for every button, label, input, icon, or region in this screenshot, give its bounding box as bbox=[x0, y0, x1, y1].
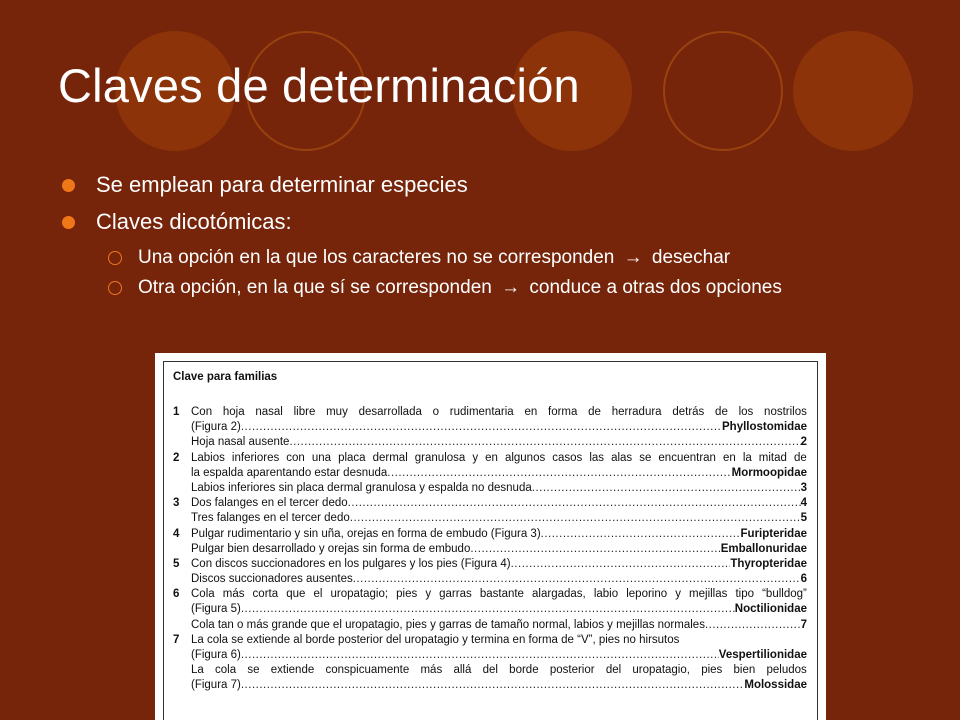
sub-bullet-text: desechar bbox=[651, 247, 731, 268]
key-leader-dots bbox=[353, 572, 801, 587]
key-row-result: Phyllostomidae bbox=[722, 421, 807, 434]
sub-bullet-item bbox=[58, 246, 918, 270]
key-row-result: Mormoopidae bbox=[731, 466, 807, 479]
key-row bbox=[173, 496, 807, 511]
key-row bbox=[173, 451, 807, 466]
key-row-text: La cola se extiende al borde posterior del uropatagio y termina en forma de “V”, pies no hirsutos bbox=[191, 633, 680, 646]
key-row bbox=[173, 557, 807, 572]
key-row-body bbox=[191, 451, 807, 466]
key-leader-dots bbox=[241, 648, 719, 663]
key-row-text: (Figura 5) bbox=[191, 603, 241, 616]
key-row bbox=[173, 542, 807, 557]
key-leader-dots bbox=[541, 527, 741, 542]
key-row bbox=[173, 511, 807, 526]
key-row-body bbox=[191, 511, 807, 526]
key-step-number: 5 bbox=[173, 557, 180, 570]
sub-bullet-text: Otra opción, en la que sí se corresponden bbox=[138, 277, 492, 298]
key-row bbox=[173, 678, 807, 693]
arrow-right-icon: → bbox=[623, 247, 643, 268]
key-step-number bbox=[173, 678, 191, 693]
key-row-text: (Figura 7) bbox=[191, 679, 241, 692]
key-row-body bbox=[191, 587, 807, 602]
key-step-number bbox=[173, 466, 191, 481]
key-row-body bbox=[191, 678, 807, 693]
key-row-body bbox=[191, 602, 807, 617]
key-row bbox=[173, 633, 807, 648]
bullet-text: Claves dicotómicas: bbox=[96, 209, 292, 234]
key-row-body bbox=[191, 663, 807, 678]
key-leader-dots bbox=[241, 678, 745, 693]
key-row bbox=[173, 405, 807, 420]
key-step-number bbox=[173, 572, 191, 587]
sub-bullet-text: conduce a otras dos opciones bbox=[529, 277, 782, 298]
key-row bbox=[173, 466, 807, 481]
key-row-text: Labios inferiores sin placa dermal granulosa y espalda no desnuda bbox=[191, 481, 532, 494]
key-leader-dots bbox=[350, 511, 801, 526]
key-rows bbox=[173, 405, 807, 694]
key-row-text: Cola tan o más grande que el uropatagio, pies y garras de tamaño normal, labios y mejillas normales bbox=[191, 618, 705, 631]
key-leader-dots bbox=[532, 481, 801, 496]
key-heading: Clave para familias bbox=[173, 371, 278, 383]
key-row-result: Furipteridae bbox=[740, 527, 807, 540]
key-row-text: Con discos succionadores en los pulgares y los pies (Figura 4) bbox=[191, 557, 511, 570]
bullet-text: Se emplean para determinar especies bbox=[96, 172, 468, 197]
bullet-dot-icon bbox=[62, 179, 75, 192]
key-row bbox=[173, 481, 807, 496]
key-row-result: 3 bbox=[800, 481, 807, 494]
key-step-number: 1 bbox=[173, 406, 180, 418]
key-row bbox=[173, 587, 807, 602]
sub-bullet-item bbox=[58, 276, 918, 300]
key-step-number bbox=[173, 618, 191, 633]
key-leader-dots bbox=[241, 602, 735, 617]
key-row-text: Pulgar rudimentario y sin uña, orejas en forma de embudo (Figura 3) bbox=[191, 527, 541, 540]
key-row-result: Noctilionidae bbox=[734, 603, 807, 616]
key-row-text: la espalda aparentando estar desnuda bbox=[191, 466, 388, 479]
key-step-number: 3 bbox=[173, 497, 180, 510]
key-row bbox=[173, 527, 807, 542]
key-step-number: 6 bbox=[173, 588, 180, 601]
key-step-number bbox=[173, 481, 191, 496]
key-row-body bbox=[191, 527, 807, 542]
key-row-text: Con hoja nasal libre muy desarrollada o rudimentaria en forma de herradura detrás de los nostrilos bbox=[191, 406, 807, 418]
key-row bbox=[173, 663, 807, 678]
slide-title: Claves de determinación bbox=[58, 59, 580, 112]
key-row-result: Emballonuridae bbox=[720, 542, 807, 555]
key-step-number bbox=[173, 435, 191, 450]
key-row-text: Tres falanges en el tercer dedo bbox=[191, 512, 350, 525]
key-row-result: Molossidae bbox=[744, 679, 807, 692]
key-row bbox=[173, 618, 807, 633]
decor-ring-2 bbox=[663, 31, 783, 151]
key-leader-dots bbox=[511, 557, 731, 572]
bullet-item bbox=[58, 172, 918, 198]
key-step-number bbox=[173, 420, 191, 435]
key-row-body bbox=[191, 481, 807, 496]
key-step-number: 7 bbox=[173, 633, 180, 646]
key-row-body bbox=[191, 618, 807, 633]
key-frame bbox=[163, 361, 818, 720]
bullet-ring-icon bbox=[108, 251, 122, 265]
bullet-ring-icon bbox=[108, 281, 122, 295]
key-row-result: Thyropteridae bbox=[730, 557, 807, 570]
key-step-number: 2 bbox=[173, 451, 180, 464]
key-leader-dots bbox=[348, 496, 801, 511]
bullet-dot-icon bbox=[62, 216, 75, 229]
key-row-text: La cola se extiende conspicuamente más allá del borde posterior del uropatagio, pies bien peludos bbox=[191, 664, 807, 677]
key-step-number bbox=[173, 648, 191, 663]
key-row bbox=[173, 648, 807, 663]
key-leader-dots bbox=[387, 466, 731, 481]
key-row-body bbox=[191, 435, 807, 450]
key-row-text: Discos succionadores ausentes bbox=[191, 573, 353, 586]
key-row-text: Hoja nasal ausente bbox=[191, 436, 290, 449]
sub-bullet-text: Una opción en la que los caracteres no se corresponden bbox=[138, 247, 615, 268]
key-row-result: 7 bbox=[800, 618, 807, 631]
key-row-text: (Figura 6) bbox=[191, 649, 241, 661]
key-step-number bbox=[173, 511, 191, 526]
key-step-number: 4 bbox=[173, 527, 180, 540]
key-row-text: Dos falanges en el tercer dedo bbox=[191, 497, 348, 510]
key-step-number bbox=[173, 542, 191, 557]
key-step-number bbox=[173, 663, 191, 678]
key-row-text: (Figura 2) bbox=[191, 421, 241, 434]
key-row-body bbox=[191, 420, 807, 435]
key-row-text: Pulgar bien desarrollado y orejas sin forma de embudo bbox=[191, 542, 471, 555]
key-leader-dots bbox=[241, 420, 722, 435]
key-row-body bbox=[191, 466, 807, 481]
key-row-body bbox=[191, 542, 807, 557]
key-row bbox=[173, 572, 807, 587]
key-row-result: 2 bbox=[800, 436, 807, 449]
key-row-body bbox=[191, 557, 807, 572]
decor-circle-3 bbox=[793, 31, 913, 151]
key-row-result: 5 bbox=[800, 512, 807, 525]
key-row-body bbox=[191, 405, 807, 420]
key-leader-dots bbox=[705, 618, 801, 633]
key-row bbox=[173, 435, 807, 450]
bullet-list bbox=[58, 172, 918, 306]
key-leader-dots bbox=[289, 435, 800, 450]
key-row-result: Vespertilionidae bbox=[718, 649, 807, 661]
key-row-text: Cola más corta que el uropatagio; pies y garras bastante alargadas, labio leporino y mejillas tipo “bulldog” bbox=[191, 588, 807, 601]
key-row-body bbox=[191, 633, 807, 648]
arrow-right-icon: → bbox=[501, 277, 521, 298]
identification-key-figure bbox=[155, 353, 826, 720]
key-leader-dots bbox=[470, 542, 720, 557]
key-row-body bbox=[191, 572, 807, 587]
key-row bbox=[173, 602, 807, 617]
key-row-result: 4 bbox=[800, 497, 807, 510]
bullet-item bbox=[58, 209, 918, 235]
key-row-body bbox=[191, 496, 807, 511]
key-step-number bbox=[173, 602, 191, 617]
key-row bbox=[173, 420, 807, 435]
key-row-body bbox=[191, 648, 807, 663]
key-row-result: 6 bbox=[800, 573, 807, 586]
key-row-text: Labios inferiores con una placa dermal granulosa y en algunos casos las alas se encuentran en la mitad de bbox=[191, 451, 807, 464]
